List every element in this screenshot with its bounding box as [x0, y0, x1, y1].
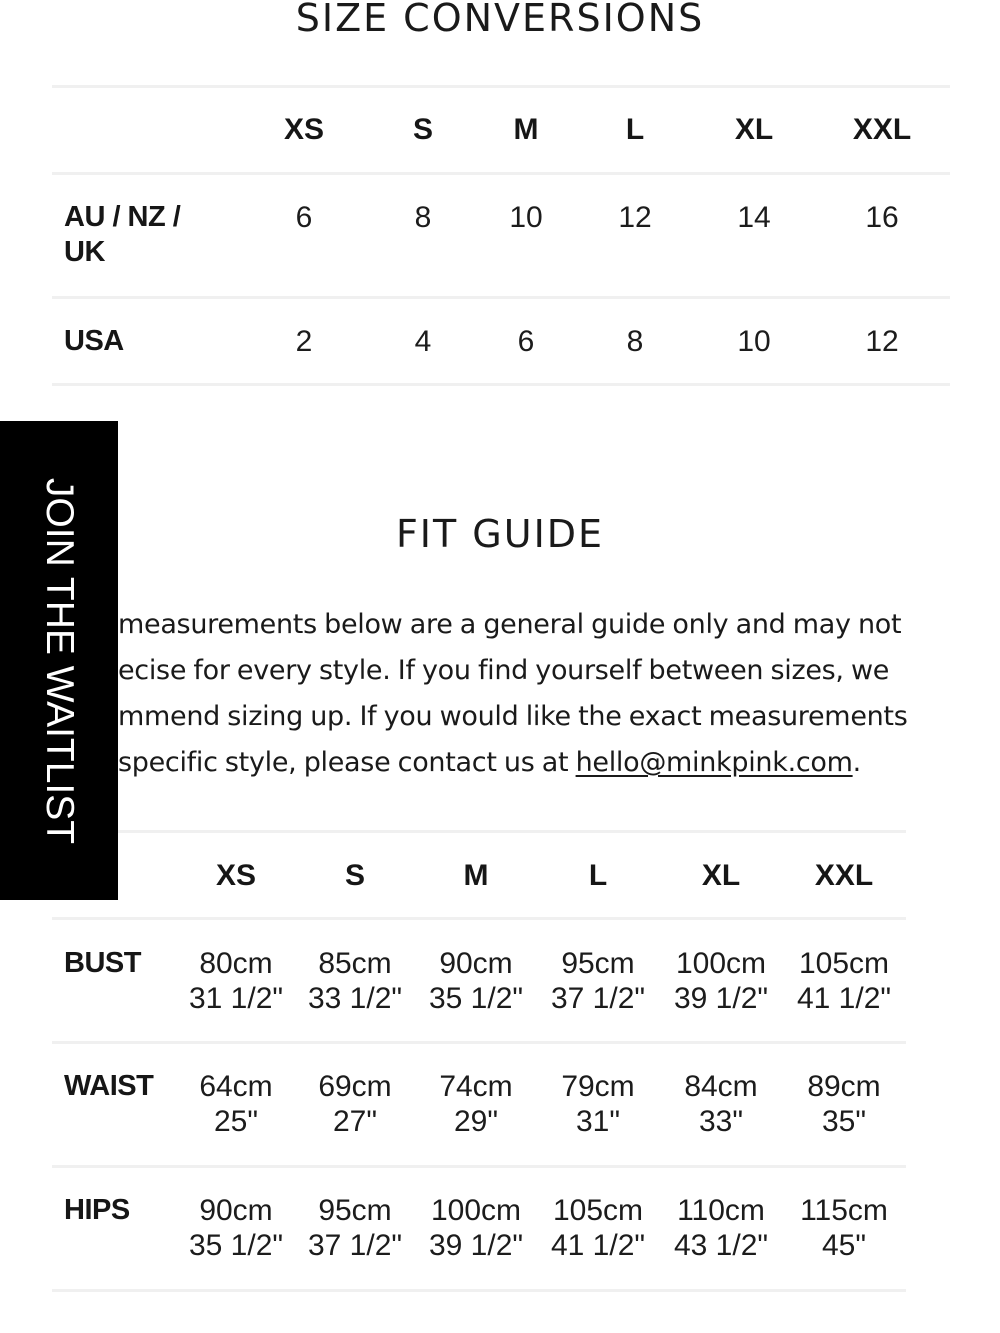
cm-value: 80cm: [199, 947, 273, 980]
table-cell: 8: [626, 325, 644, 358]
size-header-xl: XL: [734, 113, 774, 146]
table-divider: [52, 1041, 906, 1044]
table-cell: 4: [414, 325, 432, 358]
cm-value: 74cm: [439, 1070, 513, 1103]
cm-value: 85cm: [318, 947, 392, 980]
inch-value: 35 1/2": [188, 1229, 284, 1262]
table-cell: [661, 946, 781, 1016]
table-cell: [416, 1069, 536, 1139]
row-label-hips: HIPS: [64, 1194, 130, 1226]
table-divider: [52, 172, 950, 175]
table-cell: 2: [295, 325, 313, 358]
row-label-au-nz-uk: [64, 200, 180, 270]
table-cell: 14: [737, 201, 771, 234]
cm-value: 95cm: [561, 947, 635, 980]
inch-value: 31": [575, 1105, 621, 1138]
fit-guide-title: FIT GUIDE: [395, 512, 605, 556]
table-cell: [416, 946, 536, 1016]
inch-value: 45": [821, 1229, 867, 1262]
row-label-usa: USA: [64, 325, 124, 357]
inch-value: 33": [698, 1105, 744, 1138]
size-header-m: M: [513, 113, 539, 146]
description-line: mmend sizing up. If you would like the exact measurements: [118, 701, 908, 732]
cm-value: 79cm: [561, 1070, 635, 1103]
table-divider: [52, 917, 906, 920]
cm-value: 100cm: [430, 1194, 522, 1227]
table-divider: [52, 85, 950, 88]
cm-value: 90cm: [199, 1194, 273, 1227]
inch-value: 43 1/2": [673, 1229, 769, 1262]
inch-value: 25": [213, 1105, 259, 1138]
table-cell: [176, 1069, 296, 1139]
description-line: measurements below are a general guide only and may not: [118, 609, 902, 640]
cm-value: 84cm: [684, 1070, 758, 1103]
size-header-l: L: [625, 113, 645, 146]
table-divider: [118, 830, 906, 833]
table-cell: [784, 1069, 904, 1139]
inch-value: 31 1/2": [188, 982, 284, 1015]
inch-value: 29": [453, 1105, 499, 1138]
table-cell: [538, 1193, 658, 1263]
fit-header-xxl: XXL: [814, 859, 874, 892]
fit-header-xs: XS: [215, 859, 257, 892]
cm-value: 105cm: [552, 1194, 644, 1227]
table-divider: [52, 383, 950, 386]
join-waitlist-label: JOIN THE WAITLIST: [38, 477, 81, 845]
row-label-line: UK: [64, 236, 105, 268]
table-cell: [538, 946, 658, 1016]
cm-value: 110cm: [677, 1194, 765, 1227]
table-cell: 16: [865, 201, 899, 234]
inch-value: 37 1/2": [550, 982, 646, 1015]
cm-value: 115cm: [800, 1194, 888, 1227]
inch-value: 39 1/2": [673, 982, 769, 1015]
table-cell: [661, 1069, 781, 1139]
table-divider: [52, 1289, 906, 1292]
table-cell: 12: [865, 325, 899, 358]
table-cell: 6: [295, 201, 313, 234]
table-cell: [416, 1193, 536, 1263]
table-cell: [295, 946, 415, 1016]
table-cell: 12: [618, 201, 652, 234]
table-cell: [538, 1069, 658, 1139]
table-cell: [661, 1193, 781, 1263]
description-period: .: [852, 747, 861, 778]
cm-value: 100cm: [675, 947, 767, 980]
description-line-last: [118, 740, 978, 786]
size-conversions-title: SIZE CONVERSIONS: [295, 0, 705, 40]
fit-header-l: L: [588, 859, 608, 892]
inch-value: 27": [332, 1105, 378, 1138]
inch-value: 35": [821, 1105, 867, 1138]
cm-value: 64cm: [199, 1070, 273, 1103]
table-cell: 10: [509, 201, 543, 234]
table-cell: [295, 1193, 415, 1263]
table-cell: [176, 1193, 296, 1263]
table-cell: [784, 946, 904, 1016]
cm-value: 69cm: [318, 1070, 392, 1103]
fit-header-xl: XL: [701, 859, 741, 892]
table-cell: [784, 1193, 904, 1263]
row-label-line: AU / NZ /: [64, 201, 181, 233]
inch-value: 37 1/2": [307, 1229, 403, 1262]
size-header-s: S: [412, 113, 433, 146]
fit-guide-description: [118, 602, 978, 786]
inch-value: 41 1/2": [550, 1229, 646, 1262]
size-header-xs: XS: [283, 113, 325, 146]
table-cell: 8: [414, 201, 432, 234]
contact-email-link[interactable]: hello@minkpink.com: [575, 747, 853, 778]
cm-value: 105cm: [798, 947, 890, 980]
description-text: specific style, please contact us at: [118, 747, 576, 778]
cm-value: 95cm: [318, 1194, 392, 1227]
join-waitlist-tab[interactable]: [0, 421, 118, 900]
fit-header-m: M: [463, 859, 489, 892]
size-header-xxl: XXL: [852, 113, 912, 146]
inch-value: 33 1/2": [307, 982, 403, 1015]
table-cell: [176, 946, 296, 1016]
row-label-bust: BUST: [64, 947, 141, 979]
table-divider: [52, 296, 950, 299]
fit-header-s: S: [344, 859, 365, 892]
description-line: ecise for every style. If you find yourself between sizes, we: [118, 655, 890, 686]
cm-value: 90cm: [439, 947, 513, 980]
table-divider: [52, 1165, 906, 1168]
inch-value: 41 1/2": [796, 982, 892, 1015]
table-cell: 10: [737, 325, 771, 358]
inch-value: 35 1/2": [428, 982, 524, 1015]
row-label-waist: WAIST: [64, 1070, 154, 1102]
inch-value: 39 1/2": [428, 1229, 524, 1262]
table-cell: 6: [517, 325, 535, 358]
table-cell: [295, 1069, 415, 1139]
cm-value: 89cm: [807, 1070, 881, 1103]
